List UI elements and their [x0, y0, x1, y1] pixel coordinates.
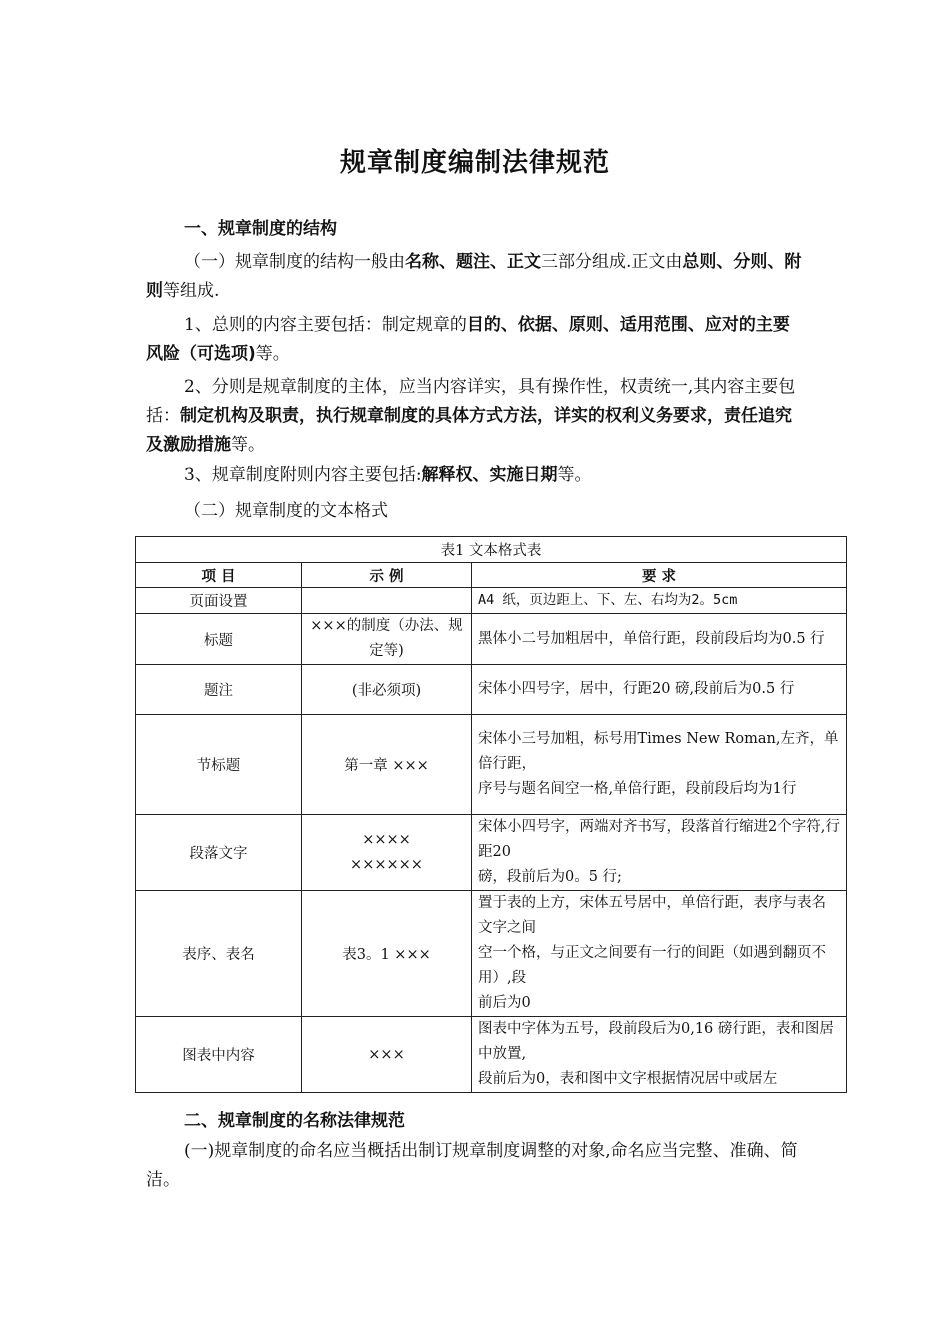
requirement-line: 图表中字体为五号，段前段后为0,16 磅行距，表和图居中放置, [478, 1021, 834, 1062]
requirement-line: 前后为0 [478, 995, 531, 1011]
text-run: （一）规章制度的结构一般由 [184, 252, 405, 272]
document-title: 规章制度编制法律规范 [339, 148, 610, 178]
cell-example: (非必须项) [302, 665, 472, 715]
text-run: 等。 [231, 435, 265, 455]
paragraph-structure-overview [146, 248, 806, 306]
text-run: 等。 [255, 344, 290, 364]
requirement-line: 序号与题名间空一格,单倍行距，段前段后均为1行 [478, 781, 797, 797]
bold-run: 目的、依据、原则、适用范围、应对的主要风险（可选项) [146, 315, 790, 364]
requirement-line: A4 纸，页边距上、下、左、右均为2。5cm [478, 592, 738, 608]
table-row [136, 715, 847, 815]
cell-requirement [472, 815, 847, 891]
cell-item: 标题 [136, 614, 302, 665]
cell-requirement [472, 715, 847, 815]
paragraph-general-provisions [146, 311, 806, 369]
cell-example: ××× [302, 1017, 472, 1093]
text-run: 2、分则是规章制度的主体，应当内容详实，具有操作性，权责统一,其内容主要包括： [146, 377, 796, 426]
table-row [136, 665, 847, 715]
requirement-line: 宋体小四号字，两端对齐书写，段落首行缩进2个字符,行距20 [478, 819, 840, 860]
table-header-row [136, 563, 847, 588]
cell-item: 页面设置 [136, 588, 302, 614]
requirement-line: 置于表的上方，宋体五号居中，单倍行距，表序与表名文字之间 [478, 895, 826, 936]
format-table [135, 536, 847, 1093]
cell-example: ×××× ×××××× [302, 815, 472, 891]
requirement-line: 磅，段前后为0。5 行; [478, 869, 622, 885]
text-run: 1、总则的内容主要包括：制定规章的 [184, 315, 467, 335]
table-row [136, 815, 847, 891]
table-row [136, 1017, 847, 1093]
table-row [136, 614, 847, 665]
cell-item: 段落文字 [136, 815, 302, 891]
section-heading-structure: 一、规章制度的结构 [184, 219, 337, 239]
cell-item: 图表中内容 [136, 1017, 302, 1093]
cell-example: ×××的制度（办法、规定等) [302, 614, 472, 665]
cell-requirement [472, 1017, 847, 1093]
text-run: 三部分组成.正文由 [541, 252, 683, 272]
bold-run: 制定机构及职责，执行规章制度的具体方式方法，详实的权利义务要求，责任追究及激励措施 [146, 406, 792, 455]
text-run: 等。 [557, 465, 592, 485]
text-run: 等组成. [163, 281, 220, 301]
requirement-line: 宋体小三号加粗，标号用Times New Roman,左齐，单倍行距， [478, 731, 839, 772]
bold-run: 名称、题注、正文 [405, 252, 541, 272]
cell-example [302, 588, 472, 614]
column-header-example: 示 例 [302, 563, 472, 588]
cell-item: 题注 [136, 665, 302, 715]
cell-requirement [472, 665, 847, 715]
requirement-line: 空一个格，与正文之间要有一行的间距（如遇到翻页不用）,段 [478, 945, 826, 986]
table-row [136, 588, 847, 614]
paragraph-supplementary-provisions [146, 461, 806, 490]
cell-requirement [472, 614, 847, 665]
requirement-line: 段前后为0，表和图中文字根据情况居中或居左 [478, 1071, 778, 1087]
bold-run: 总则、分则、附则 [146, 252, 802, 301]
cell-example: 第一章 ××× [302, 715, 472, 815]
cell-item: 表序、表名 [136, 891, 302, 1017]
column-header-item: 项 目 [136, 563, 302, 588]
cell-item: 节标题 [136, 715, 302, 815]
paragraph-naming-rule: (一)规章制度的命名应当概括出制订规章制度调整的对象,命名应当完整、准确、简洁。 [146, 1141, 798, 1190]
requirement-line: 黑体小二号加粗居中，单倍行距，段前段后均为0.5 行 [478, 630, 825, 647]
cell-requirement [472, 588, 847, 614]
cell-example: 表3。1 ××× [302, 891, 472, 1017]
paragraph-specific-provisions [146, 373, 806, 460]
table-row [136, 891, 847, 1017]
column-header-requirement: 要 求 [472, 563, 847, 588]
table-caption-row [136, 537, 847, 563]
text-run: 3、规章制度附则内容主要包括: [184, 465, 422, 485]
cell-requirement [472, 891, 847, 1017]
paragraph-text-format: （二）规章制度的文本格式 [184, 501, 388, 521]
requirement-line: 宋体小四号字，居中，行距20 磅,段前后为0.5 行 [478, 681, 795, 697]
bold-run: 解释权、实施日期 [421, 465, 558, 485]
section-heading-naming: 二、规章制度的名称法律规范 [184, 1111, 405, 1131]
table-caption: 表1 文本格式表 [136, 537, 847, 563]
